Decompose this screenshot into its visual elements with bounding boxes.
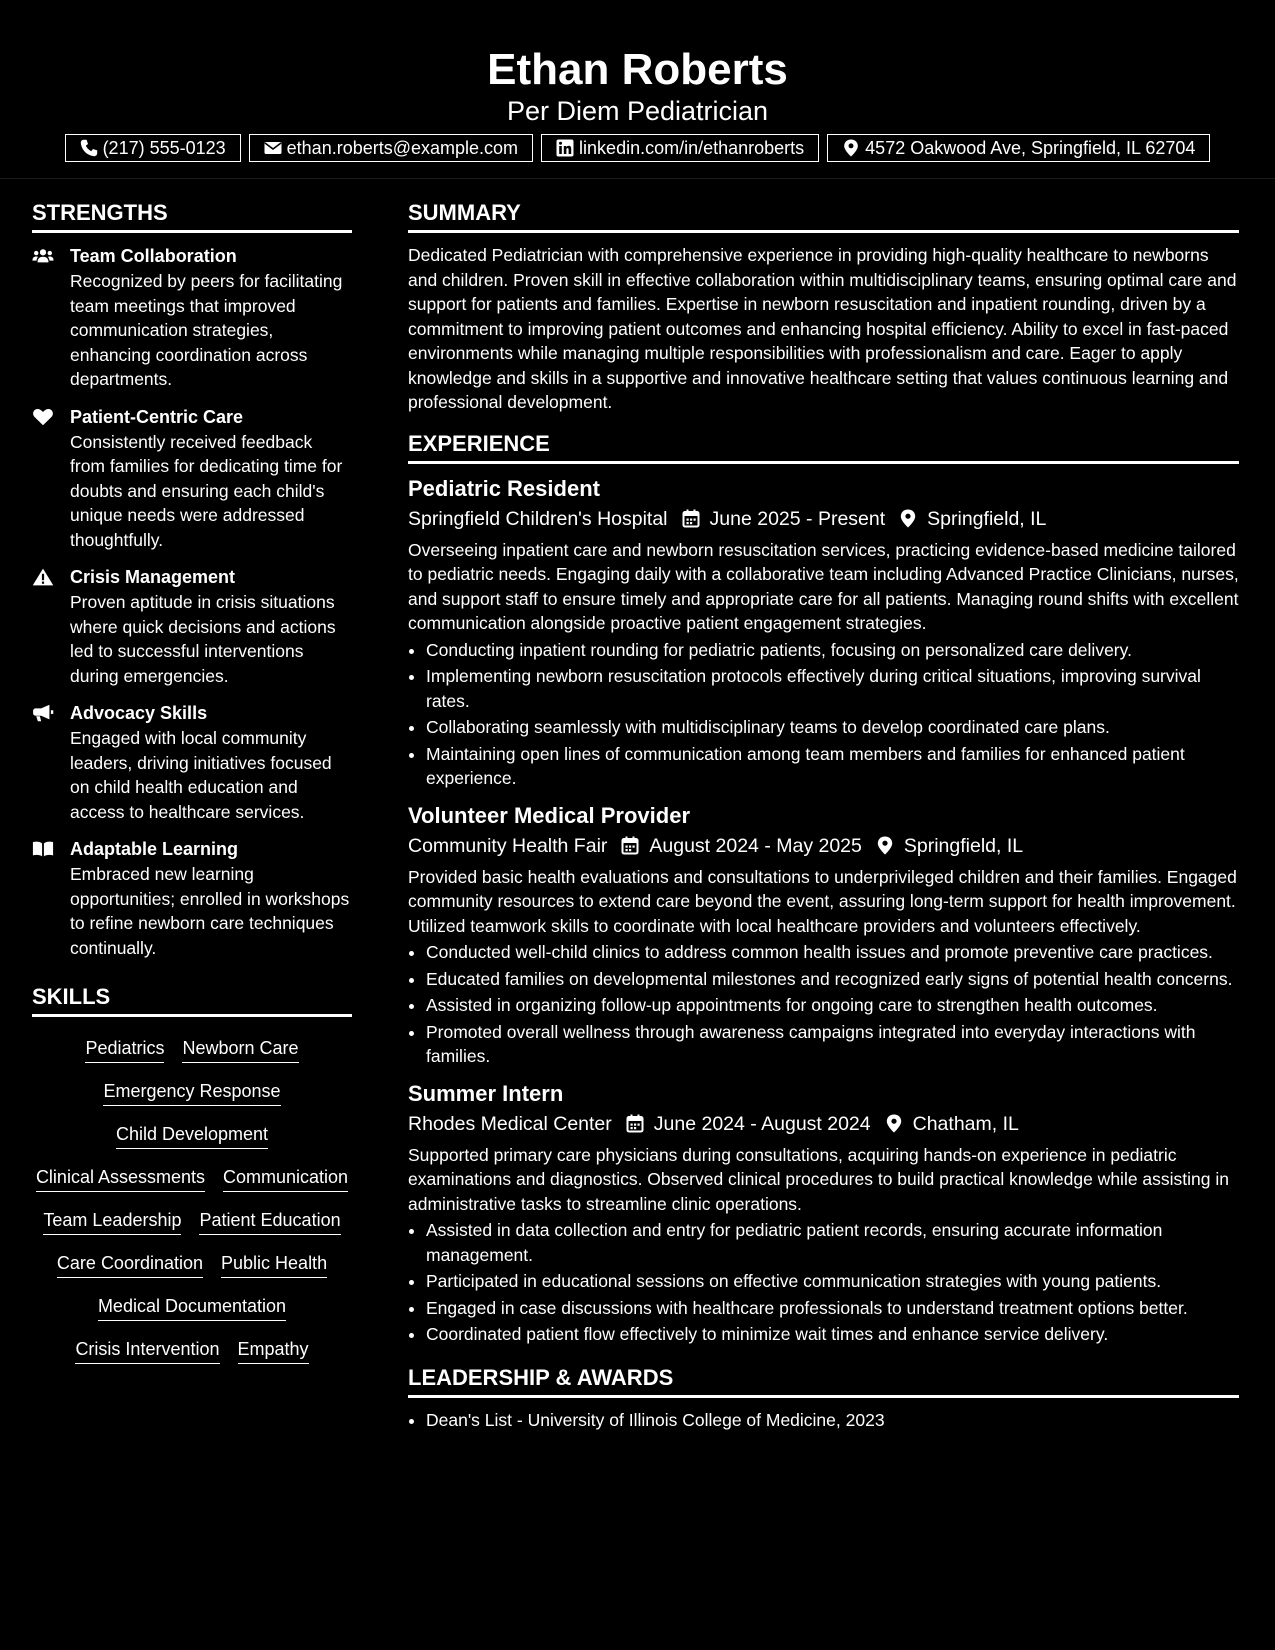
- job-organization: Springfield Children's Hospital: [408, 507, 668, 530]
- warning-icon: [32, 567, 54, 587]
- strength-item: [32, 836, 352, 960]
- strength-title: Team Collaboration: [70, 246, 237, 266]
- job-description: Provided basic health evaluations and consultations to underprivileged children and their families. Engaged community resources to extend care beyond the event, assuring long-term support for health improvement. Utilized teamwork skills to coordinate with local healthcare providers and volunteers effectively.: [408, 866, 1237, 936]
- strength-desc: Engaged with local community leaders, driving initiatives focused on child health education and access to healthcare services.: [70, 728, 332, 822]
- job-description: Supported primary care physicians during consultations, acquiring hands-on experience in pediatric examinations and diagnostics. Observed clinical procedures to build practical knowledge while assisting in administrative tasks to streamline clinic operations.: [408, 1144, 1229, 1214]
- job-dates: August 2024 - May 2025: [649, 834, 862, 857]
- job-bullet: • Coordinated patient flow effectively to minimize wait times and enhance service delivery.: [426, 1322, 1239, 1347]
- right-column: [408, 196, 1239, 1432]
- job-bullet: • Participated in educational sessions on effective communication strategies with young patients.: [426, 1269, 1239, 1294]
- job-location: Chatham, IL: [912, 1112, 1019, 1135]
- job-meta: [408, 1109, 1239, 1139]
- job-bullets: [408, 638, 1239, 791]
- strength-title: Crisis Management: [70, 567, 236, 587]
- job-location: Springfield, IL: [927, 507, 1047, 530]
- strength-item: [32, 243, 352, 392]
- strength-title: Adaptable Learning: [70, 839, 239, 859]
- phone-icon: [80, 139, 98, 157]
- job-bullet: • Assisted in organizing follow-up appointments for ongoing care to strengthen health outcomes.: [426, 993, 1239, 1018]
- skill-tag: Clinical Assessments: [36, 1164, 205, 1192]
- skill-tag: Emergency Response: [103, 1078, 280, 1106]
- book-icon: [32, 839, 54, 859]
- award-item: • Dean's List - University of Illinois College of Medicine, 2023: [426, 1408, 1239, 1433]
- skill-tag: Team Leadership: [43, 1207, 181, 1235]
- calendar-icon: [621, 836, 639, 855]
- awards-list: [408, 1408, 1239, 1433]
- map-pin-icon: [899, 509, 917, 528]
- job-bullet: • Educated families on developmental milestones and recognized early signs of potential health concerns.: [426, 967, 1239, 992]
- candidate-title: Per Diem Pediatrician: [506, 96, 769, 126]
- map-pin-icon: [876, 836, 894, 855]
- skills-heading: SKILLS: [32, 980, 352, 1017]
- linkedin-icon: [556, 139, 574, 157]
- job-bullet: • Assisted in data collection and entry for pediatric patient records, ensuring accurate information management.: [426, 1218, 1239, 1267]
- job-dates: June 2025 - Present: [709, 507, 886, 530]
- strength-title: Patient-Centric Care: [70, 406, 244, 427]
- phone-text: (217) 555-0123: [102, 137, 226, 158]
- job-entry: [408, 474, 1239, 791]
- email-text: ethan.roberts@example.com: [286, 137, 519, 158]
- experience-heading: EXPERIENCE: [408, 427, 1239, 464]
- job-entry: [408, 801, 1239, 1069]
- job-bullet: • Conducting inpatient rounding for pediatric patients, focusing on personalized care delivery.: [426, 638, 1239, 663]
- contact-bar: [0, 134, 1275, 162]
- left-column: [32, 196, 352, 1364]
- job-entry: [408, 1079, 1239, 1347]
- linkedin-contact: [541, 134, 819, 162]
- skill-tag: Care Coordination: [57, 1250, 203, 1278]
- linkedin-text: linkedin.com/in/ethanroberts: [579, 137, 805, 158]
- job-bullet: • Maintaining open lines of communication among team members and families for enhanced patient experience.: [426, 742, 1239, 791]
- strength-desc: Proven aptitude in crisis situations where quick decisions and actions led to successful interventions during emergencies.: [70, 592, 336, 686]
- phone-contact: [65, 134, 241, 162]
- job-bullet: • Engaged in case discussions with healthcare professionals to understand treatment options better.: [426, 1296, 1239, 1321]
- map-pin-icon: [842, 139, 860, 157]
- email-contact: [249, 134, 533, 162]
- address-contact: [827, 134, 1210, 162]
- calendar-icon: [682, 509, 700, 528]
- skill-tag: Empathy: [238, 1336, 309, 1364]
- skill-tag: Pediatrics: [85, 1035, 164, 1063]
- strengths-heading: STRENGTHS: [32, 196, 352, 233]
- resume-header: [0, 0, 1275, 179]
- strength-item: [32, 404, 352, 553]
- job-bullet: • Collaborating seamlessly with multidisciplinary teams to develop coordinated care plans.: [426, 715, 1239, 740]
- skill-tag: Medical Documentation: [98, 1293, 286, 1321]
- job-meta: [408, 831, 1239, 861]
- calendar-icon: [626, 1114, 644, 1133]
- strength-item: [32, 564, 352, 688]
- awards-heading: LEADERSHIP & AWARDS: [408, 1361, 1239, 1398]
- skill-tag: Newborn Care: [182, 1035, 298, 1063]
- job-meta: [408, 504, 1239, 534]
- job-location: Springfield, IL: [903, 834, 1024, 857]
- strength-title: Advocacy Skills: [70, 703, 208, 723]
- megaphone-icon: [32, 703, 54, 723]
- job-bullet: • Promoted overall wellness through awareness campaigns integrated into everyday interactions with families.: [426, 1020, 1239, 1069]
- skill-tag: Communication: [223, 1164, 348, 1192]
- skills-list: [32, 1027, 352, 1364]
- job-title: Pediatric Resident: [408, 475, 600, 501]
- job-title: Volunteer Medical Provider: [408, 802, 691, 828]
- envelope-icon: [264, 139, 282, 157]
- skill-tag: Public Health: [221, 1250, 327, 1278]
- summary-text: Dedicated Pediatrician with comprehensive experience in providing high-quality healthcare to newborns and children. Proven skill in effective collaboration within multidisciplinary teams, ensuring optimal care and support for patients and families. Expertise in newborn resuscitation and inpatient rounding, driven by a commitment to improving patient outcomes and enhancing hospital efficiency. Ability to excel in fast-paced environments while managing multiple responsibilities with professionalism and care. Eager to apply knowledge and skills in a supportive and innovative healthcare setting that values continuous learning and professional development.: [408, 245, 1237, 412]
- skill-tag: Crisis Intervention: [75, 1336, 219, 1364]
- strength-desc: Recognized by peers for facilitating team meetings that improved communication strategies, enhancing coordination across departments.: [70, 271, 343, 389]
- strength-item: [32, 700, 352, 824]
- summary-heading: SUMMARY: [408, 196, 1239, 233]
- users-icon: [32, 246, 54, 266]
- candidate-name: Ethan Roberts: [487, 45, 788, 94]
- skill-tag: Patient Education: [199, 1207, 340, 1235]
- strength-desc: Consistently received feedback from families for dedicating time for doubts and ensuring each child's unique needs were addressed thoughtfully.: [70, 431, 343, 550]
- job-bullet: • Conducted well-child clinics to address common health issues and promote preventive care practices.: [426, 940, 1239, 965]
- address-text: 4572 Oakwood Ave, Springfield, IL 62704: [865, 137, 1196, 158]
- job-bullet: • Implementing newborn resuscitation protocols effectively during critical situations, improving survival rates.: [426, 664, 1239, 713]
- job-bullets: [408, 940, 1239, 1069]
- strength-desc: Embraced new learning opportunities; enrolled in workshops to refine newborn care techniques continually.: [70, 864, 350, 958]
- map-pin-icon: [885, 1114, 903, 1133]
- job-organization: Community Health Fair: [408, 834, 608, 857]
- job-dates: June 2024 - August 2024: [653, 1112, 871, 1135]
- job-title: Summer Intern: [408, 1080, 564, 1106]
- heart-icon: [32, 407, 54, 427]
- job-organization: Rhodes Medical Center: [408, 1112, 612, 1135]
- job-description: Overseeing inpatient care and newborn resuscitation services, practicing evidence-based medicine tailored to pediatric needs. Engaging daily with a collaborative team including Advanced Practice Clinicians, nurses, and support staff to ensure timely and appropriate care for all patients. Managing round shifts with excellent communication alongside proactive patient engagement strategies.: [408, 539, 1239, 633]
- skill-tag: Child Development: [116, 1121, 268, 1149]
- job-bullets: [408, 1218, 1239, 1347]
